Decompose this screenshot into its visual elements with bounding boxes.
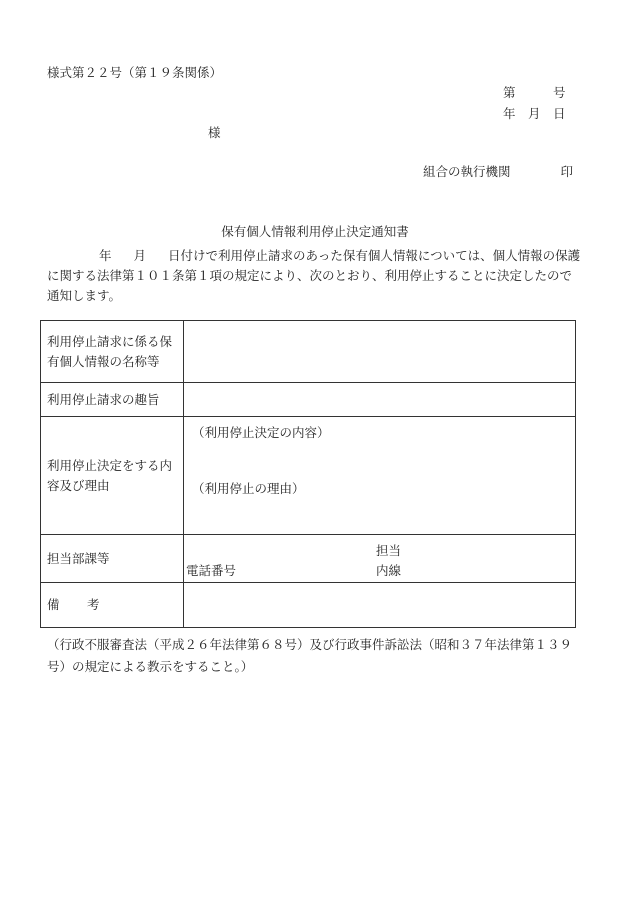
body-text: 日付けで利用停止請求のあった保有個人情報については、個人情報の保護に関する法律第１０１条第１項の規定により、次のとおり、利用停止することに決定したので通知します。	[47, 248, 581, 303]
issuer-line: 組合の執行機関 印	[423, 164, 574, 179]
decision-content-label: （利用停止決定の内容）	[192, 425, 330, 440]
row-label-info-name: 利用停止請求に係る保有個人情報の名称等	[41, 321, 184, 383]
row-value-decision-reason	[184, 417, 576, 535]
decision-reason-label: （利用停止の理由）	[192, 481, 305, 496]
extension-label: 内線	[376, 563, 402, 578]
table-row	[41, 321, 576, 383]
document-number-line: 第 号	[503, 85, 566, 100]
table-row	[41, 535, 576, 583]
addressee-suffix: 様	[208, 125, 221, 140]
notice-body	[47, 246, 583, 306]
person-in-charge-label: 担当	[376, 543, 402, 558]
row-label-decision-reason: 利用停止決定をする内容及び理由	[41, 417, 184, 535]
row-value-info-name	[184, 321, 576, 383]
table-row	[41, 417, 576, 535]
row-value-department	[184, 535, 576, 583]
row-label-department: 担当部課等	[41, 535, 184, 583]
phone-number-label: 電話番号	[186, 563, 237, 578]
remarks-label-b: 考	[87, 597, 100, 612]
table-row	[41, 583, 576, 628]
document-date-line: 年 月 日	[503, 106, 566, 121]
decision-table	[40, 320, 576, 628]
form-number: 様式第２２号（第１９条関係）	[47, 65, 223, 80]
row-label-remarks	[41, 583, 184, 628]
body-year: 年	[99, 248, 112, 263]
table-row	[41, 383, 576, 417]
row-value-remarks	[184, 583, 576, 628]
instruction-note: （行政不服審査法（平成２６年法律第６８号）及び行政事件訴訟法（昭和３７年法律第１３９号）の規定による教示をすること。）	[47, 637, 573, 674]
body-month: 月	[133, 248, 147, 263]
row-value-request-purpose	[184, 383, 576, 417]
row-label-request-purpose: 利用停止請求の趣旨	[41, 383, 184, 417]
remarks-label-a: 備	[47, 597, 60, 612]
document-title: 保有個人情報利用停止決定通知書	[221, 224, 409, 239]
